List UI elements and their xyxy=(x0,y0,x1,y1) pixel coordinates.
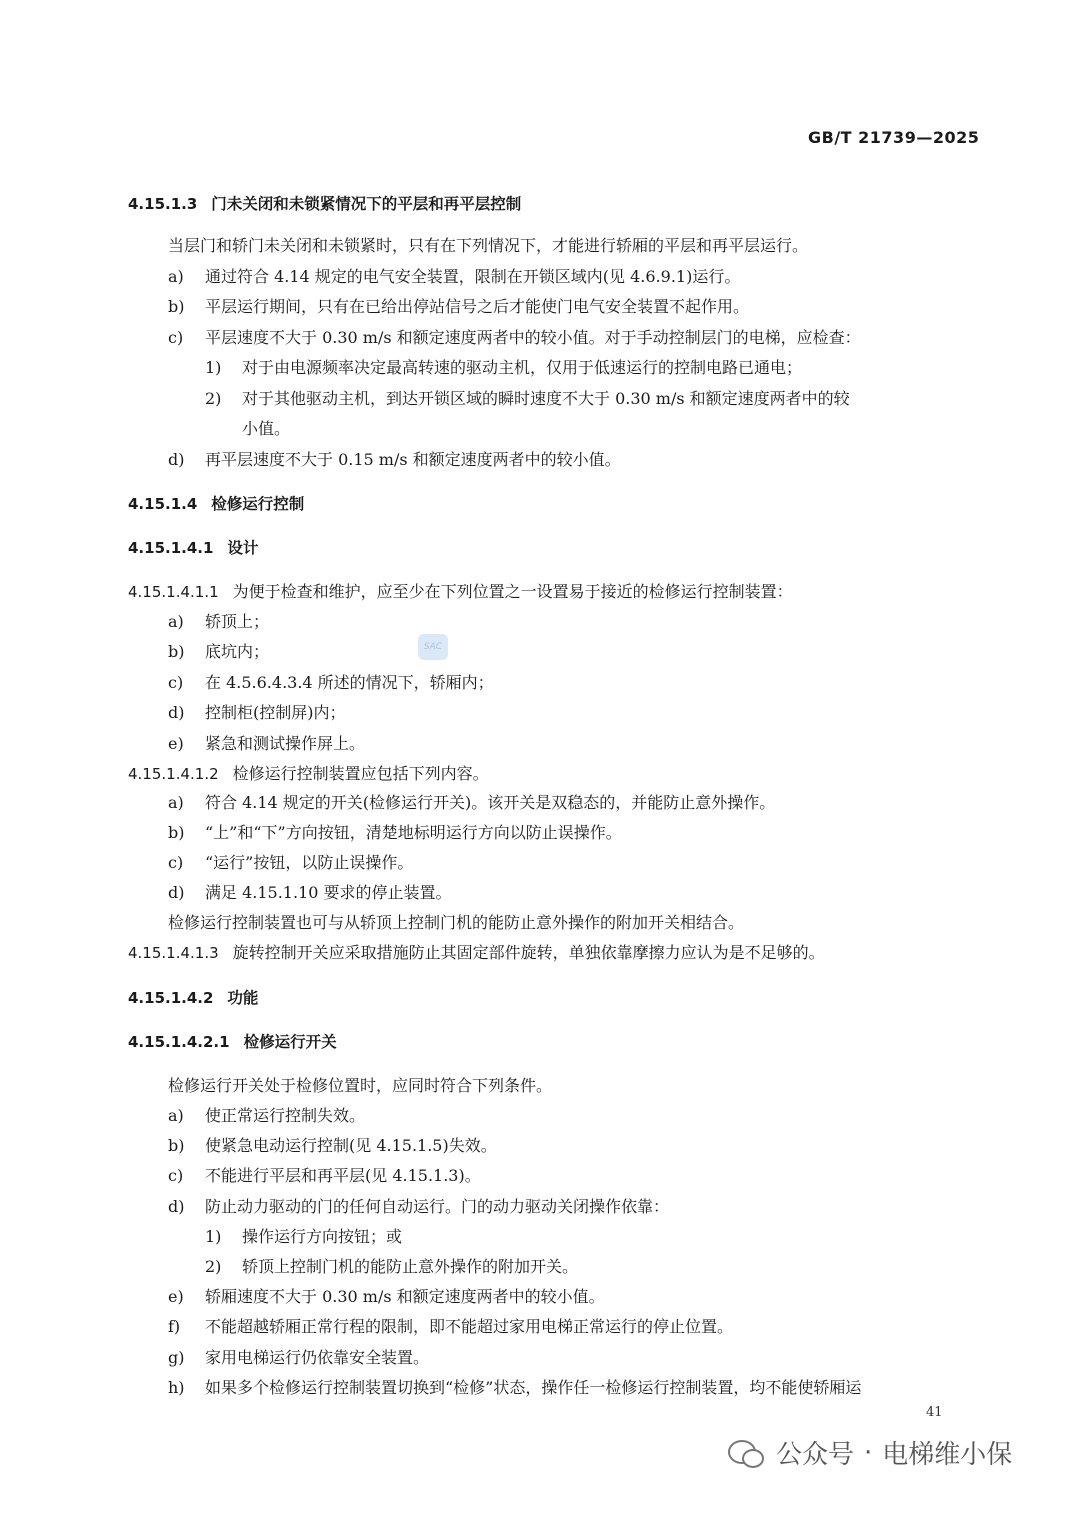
list-item xyxy=(168,672,494,694)
item-label: c) xyxy=(168,1166,184,1185)
paragraph xyxy=(168,1075,552,1097)
item-label: b) xyxy=(168,1136,185,1155)
line-text: 操作运行方向按钮；或 xyxy=(242,1227,403,1246)
line-text: 满足 4.15.1.10 要求的停止装置。 xyxy=(205,883,452,902)
line-text: 对于由电源频率决定最高转速的驱动主机，仅用于低速运行的控制电路已通电； xyxy=(242,358,803,377)
section-heading xyxy=(128,193,521,215)
item-label: a) xyxy=(168,793,184,812)
clause-number: 4.15.1.4.1.3 xyxy=(128,944,219,962)
item-label: b) xyxy=(168,823,185,842)
item-label: a) xyxy=(168,267,184,286)
list-item xyxy=(168,1165,481,1187)
item-label: 2) xyxy=(205,1257,222,1276)
paragraph xyxy=(168,912,744,934)
footer-account: 电梯维小保 xyxy=(882,1440,1013,1470)
item-label: d) xyxy=(168,1197,185,1216)
line-text: 为便于检查和维护，应至少在下列位置之一设置易于接近的检修运行控制装置： xyxy=(232,582,793,601)
line-text: 如果多个检修运行控制装置切换到“检修”状态，操作任一检修运行控制装置，均不能使轿厢运 xyxy=(205,1378,862,1397)
list-item xyxy=(168,1316,733,1338)
line-text: 功能 xyxy=(227,989,259,1007)
line-text: 检修运行开关 xyxy=(243,1033,337,1051)
list-item xyxy=(168,792,775,814)
list-item xyxy=(168,611,269,633)
wechat-footer xyxy=(728,1434,1012,1471)
section-heading xyxy=(128,987,258,1009)
clause xyxy=(128,581,793,603)
list-item xyxy=(205,1226,402,1248)
item-label: g) xyxy=(168,1348,185,1367)
item-label: d) xyxy=(168,883,185,902)
item-label: a) xyxy=(168,1106,184,1125)
list-item xyxy=(168,449,621,471)
line-text: 门未关闭和未锁紧情况下的平层和再平层控制 xyxy=(211,195,522,213)
line-text: “运行”按钮，以防止误操作。 xyxy=(205,853,414,872)
item-label: b) xyxy=(168,297,185,316)
line-text: 旋转控制开关应采取措施防止其固定部件旋转，单独依靠摩擦力应认为是不足够的。 xyxy=(232,943,825,962)
line-text: 不能进行平层和再平层(见 4.15.1.3)。 xyxy=(205,1166,481,1185)
line-text: 控制柜(控制屏)内； xyxy=(205,703,346,722)
clause xyxy=(128,763,489,785)
line-text: 对于其他驱动主机，到达开锁区域的瞬时速度不大于 0.30 m/s 和额定速度两者中的较 xyxy=(242,389,850,408)
line-text: 平层运行期间，只有在已给出停站信号之后才能使门电气安全装置不起作用。 xyxy=(205,297,750,316)
item-label: e) xyxy=(168,1287,184,1306)
list-item xyxy=(168,1135,497,1157)
footer-separator: · xyxy=(864,1437,873,1468)
line-text: 在 4.5.6.4.3.4 所述的情况下，轿厢内； xyxy=(205,673,494,692)
line-text: 家用电梯运行仍依靠安全装置。 xyxy=(205,1348,430,1367)
line-text: 使正常运行控制失效。 xyxy=(205,1106,366,1125)
line-text: 不能超越轿厢正常行程的限制，即不能超过家用电梯正常运行的停止位置。 xyxy=(205,1317,734,1336)
section-heading xyxy=(128,537,258,559)
clause-number: 4.15.1.4.1.2 xyxy=(128,765,219,783)
list-item xyxy=(168,641,269,663)
list-item xyxy=(205,1256,578,1278)
line-text: “上”和“下”方向按钮，清楚地标明运行方向以防止误操作。 xyxy=(205,823,622,842)
list-item xyxy=(205,357,802,379)
clause xyxy=(128,942,825,964)
list-item xyxy=(168,1105,365,1127)
clause-number: 4.15.1.4.1.1 xyxy=(128,583,219,601)
item-label: d) xyxy=(168,703,185,722)
line-text: 检修运行控制 xyxy=(211,495,305,513)
item-label: f) xyxy=(168,1317,181,1336)
list-item xyxy=(168,296,749,318)
line-text: 小值。 xyxy=(242,419,291,438)
list-item xyxy=(168,327,861,349)
line-text: 检修运行控制装置应包括下列内容。 xyxy=(232,764,489,783)
clause-number: 4.15.1.4 xyxy=(128,495,198,513)
list-item xyxy=(205,388,850,410)
wechat-icon xyxy=(728,1438,764,1468)
list-item xyxy=(168,702,346,724)
line-text: 检修运行控制装置也可与从轿顶上控制门机的能防止意外操作的附加开关相结合。 xyxy=(168,913,745,932)
line-text: 再平层速度不大于 0.15 m/s 和额定速度两者中的较小值。 xyxy=(205,450,621,469)
section-heading xyxy=(128,1031,337,1053)
paragraph xyxy=(242,418,290,440)
line-text: 轿顶上控制门机的能防止意外操作的附加开关。 xyxy=(242,1257,579,1276)
line-text: 检修运行开关处于检修位置时，应同时符合下列条件。 xyxy=(168,1076,553,1095)
line-text: 平层速度不大于 0.30 m/s 和额定速度两者中的较小值。对于手动控制层门的电梯，应检查： xyxy=(205,328,861,347)
line-text: 防止动力驱动的门的任何自动运行。门的动力驱动关闭操作依靠： xyxy=(205,1197,670,1216)
list-item xyxy=(168,1377,861,1399)
item-label: c) xyxy=(168,853,184,872)
line-text: 轿厢速度不大于 0.30 m/s 和额定速度两者中的较小值。 xyxy=(205,1287,605,1306)
line-text: 使紧急电动运行控制(见 4.15.1.5)失效。 xyxy=(205,1136,497,1155)
item-label: a) xyxy=(168,612,184,631)
item-label: 1) xyxy=(205,358,222,377)
item-label: h) xyxy=(168,1378,185,1397)
item-label: c) xyxy=(168,328,184,347)
item-label: d) xyxy=(168,450,185,469)
list-item xyxy=(168,852,413,874)
item-label: b) xyxy=(168,642,185,661)
list-item xyxy=(168,733,365,755)
clause-number: 4.15.1.4.2 xyxy=(128,989,214,1007)
page-number: 41 xyxy=(926,1405,943,1420)
section-heading xyxy=(128,493,304,515)
clause-number: 4.15.1.3 xyxy=(128,195,198,213)
line-text: 轿顶上； xyxy=(205,612,270,631)
list-item xyxy=(168,266,740,288)
sac-watermark: SAC xyxy=(418,634,448,660)
footer-prefix: 公众号 xyxy=(776,1440,855,1470)
list-item xyxy=(168,1286,605,1308)
line-text: 设计 xyxy=(227,539,259,557)
list-item xyxy=(168,1196,669,1218)
item-label: 2) xyxy=(205,389,222,408)
list-item xyxy=(168,882,452,904)
line-text: 通过符合 4.14 规定的电气安全装置，限制在开锁区域内(见 4.6.9.1)运行。 xyxy=(205,267,741,286)
list-item xyxy=(168,822,622,844)
line-text: 底坑内； xyxy=(205,642,270,661)
paragraph xyxy=(168,235,808,257)
standard-number: GB/T 21739—2025 xyxy=(808,128,980,147)
line-text: 紧急和测试操作屏上。 xyxy=(205,734,366,753)
line-text: 符合 4.14 规定的开关(检修运行开关)。该开关是双稳态的，并能防止意外操作。 xyxy=(205,793,776,812)
item-label: 1) xyxy=(205,1227,222,1246)
clause-number: 4.15.1.4.1 xyxy=(128,539,214,557)
list-item xyxy=(168,1347,429,1369)
item-label: e) xyxy=(168,734,184,753)
clause-number: 4.15.1.4.2.1 xyxy=(128,1033,230,1051)
item-label: c) xyxy=(168,673,184,692)
line-text: 当层门和轿门未关闭和未锁紧时，只有在下列情况下，才能进行轿厢的平层和再平层运行。 xyxy=(168,236,809,255)
